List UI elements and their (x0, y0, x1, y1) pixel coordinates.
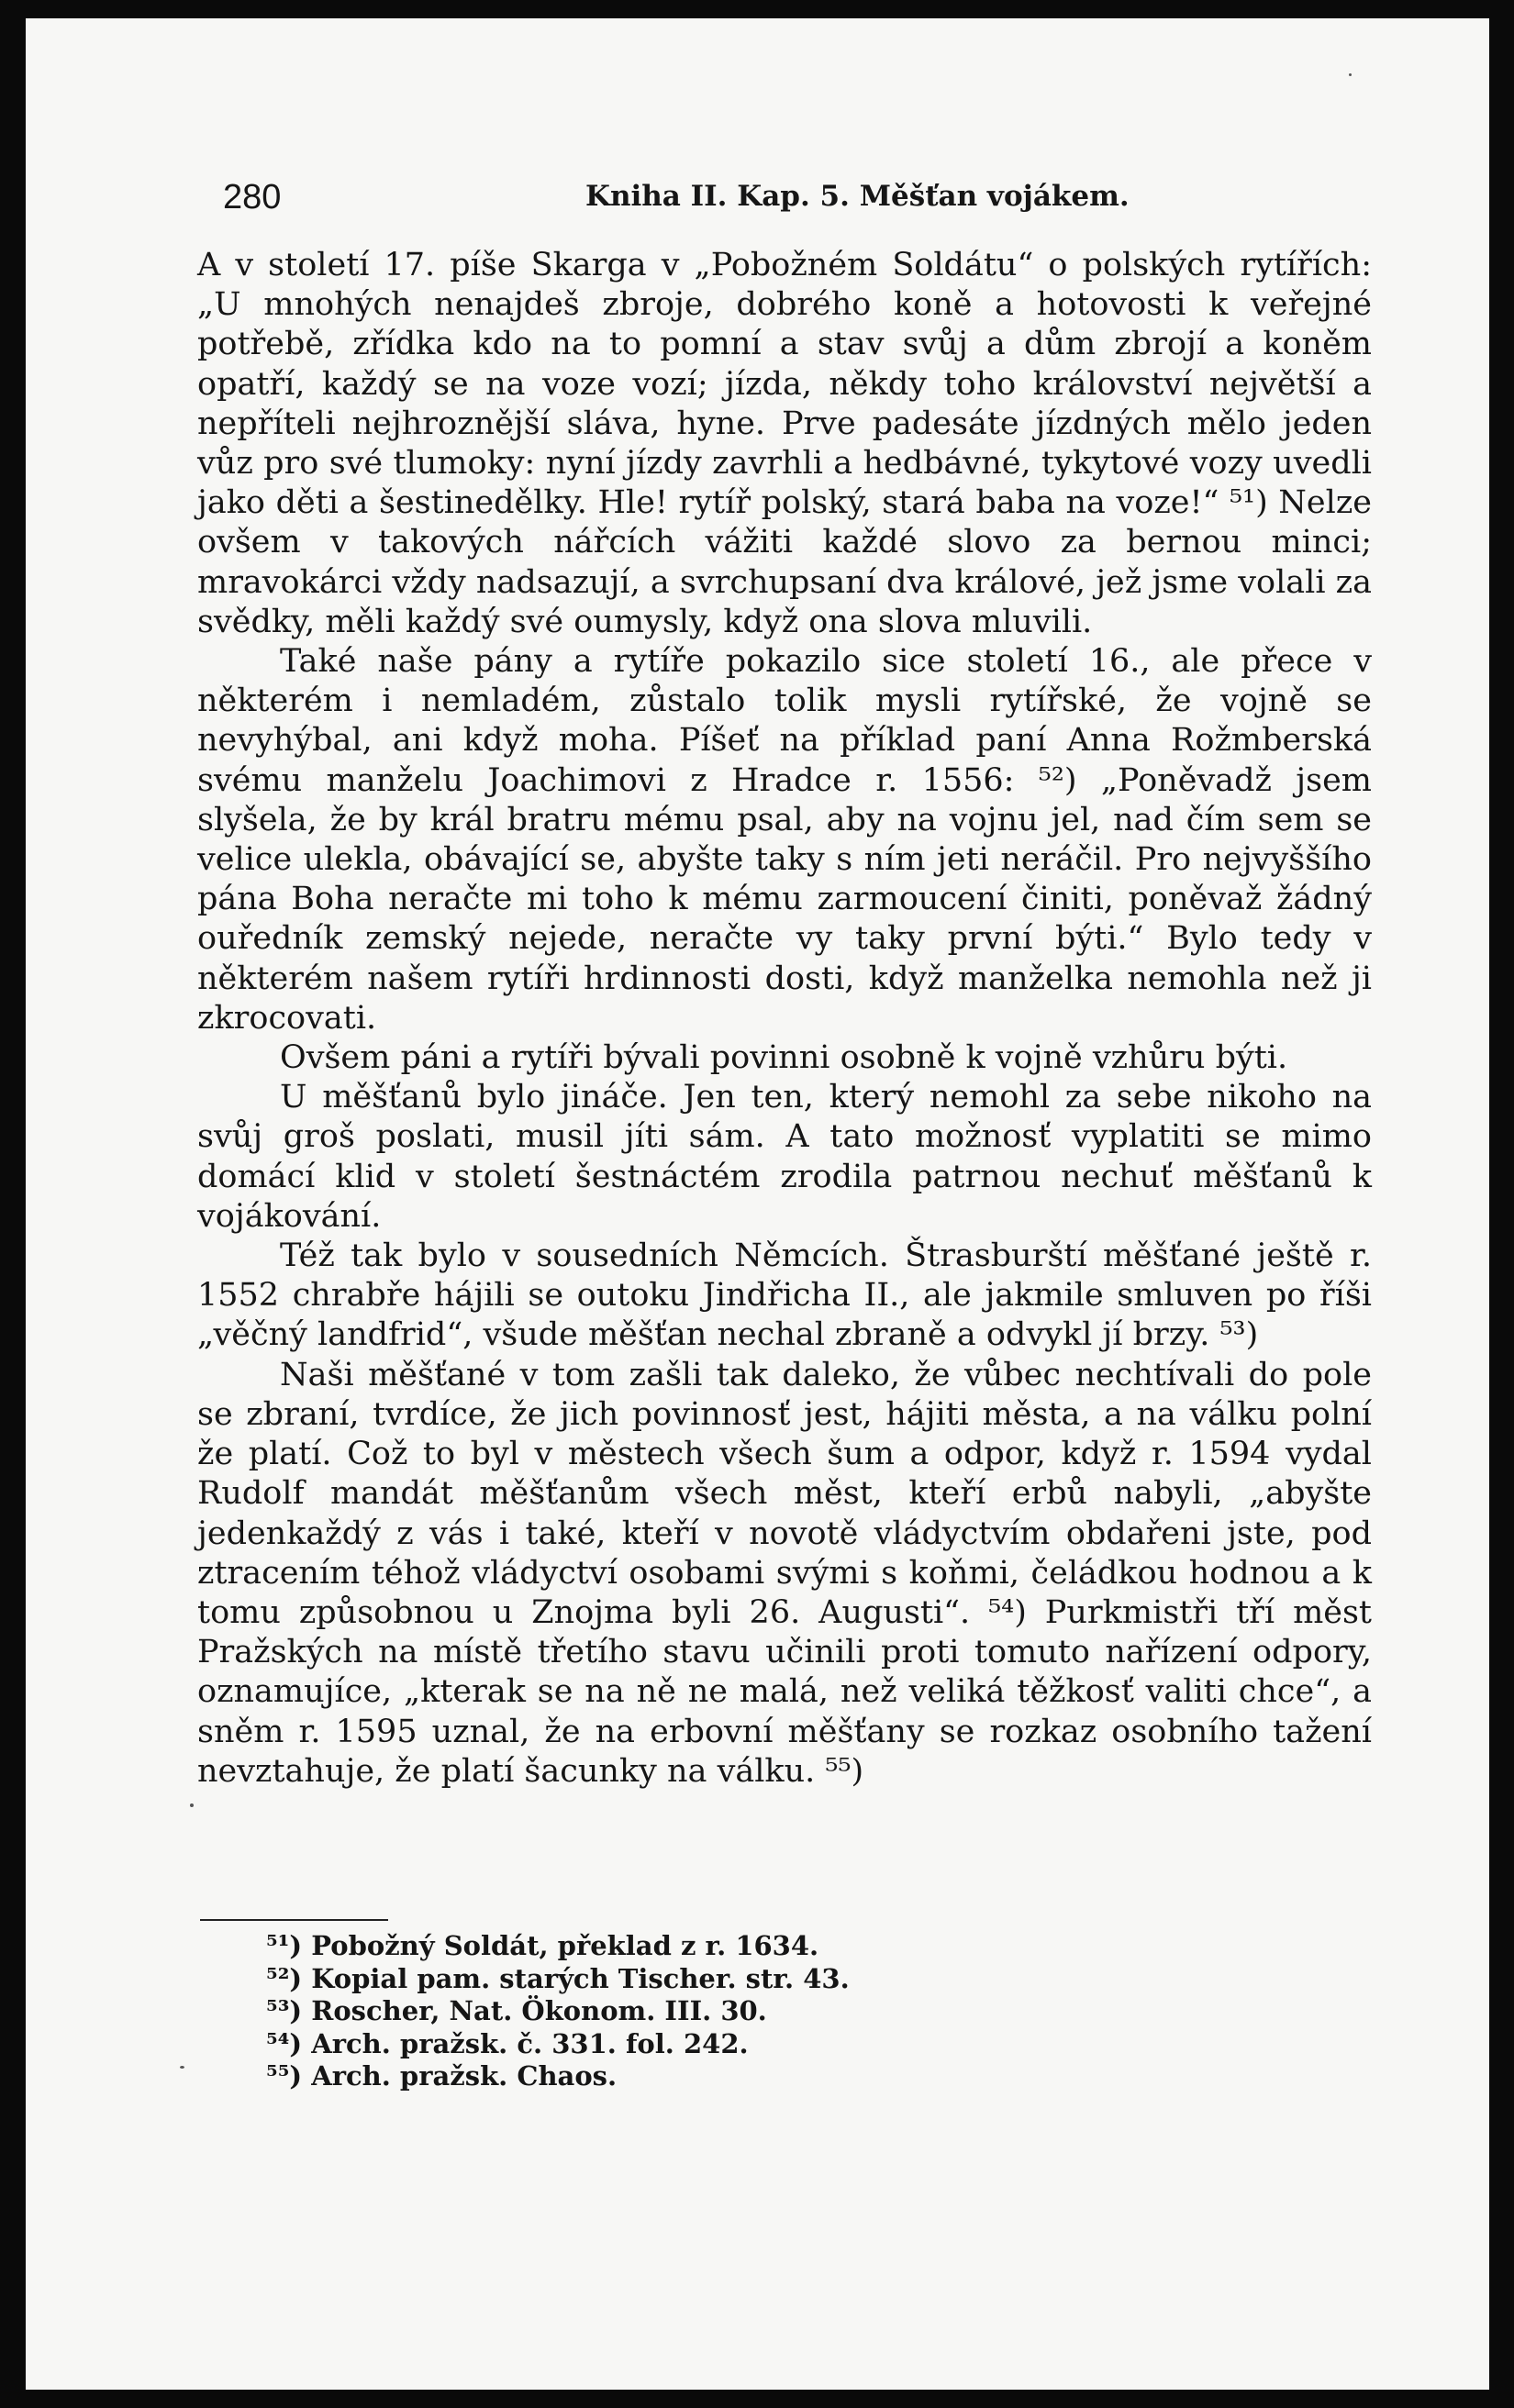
footnote: ⁵³) Roscher, Nat. Ökonom. III. 30. (266, 1995, 767, 2026)
page-number: 280 (223, 178, 282, 216)
running-title: Kniha II. Kap. 5. Měšťan vojákem. (585, 180, 1130, 213)
footnote: ⁵⁴) Arch. pražsk. č. 331. fol. 242. (266, 2027, 749, 2059)
paragraph: Též tak bylo v sousedních Němcích. Štrasburští měšťané ještě r. 1552 chrabře hájili se outoku Jindřicha II., ale jakmile smluven po říši „věčný landfrid“, všude měšťan nechal zbraně a odvykl jí brzy. ⁵³) (197, 1237, 1372, 1354)
paragraph: Také naše pány a rytíře pokazilo sice století 16., ale přece v některém i nemladém, zůstalo tolik mysli rytířské, že vojně se nevyhýbal, ani když moha. Píšeť na příklad paní Anna Rožmberská svému manželu Joachimovi z Hradce r. 1556: ⁵²) „Poněvadž jsem slyšela, že by král bratru mému psal, aby na vojnu jel, nad čím sem se velice ulekla, obávající se, abyšte taky s ním jeti neráčil. Pro nejvyššího pána Boha neračte mi toho k mému zarmoucení činiti, poněvaž žádný ouředník zemský nejede, neračte vy taky první býti.“ Bylo tedy v některém našem rytíři hrdinnosti dosti, když manželka nemohla než ji zkrocovati. (197, 643, 1372, 1037)
page-header (223, 172, 1397, 224)
paper-speck (180, 2066, 184, 2069)
paragraph: Ovšem páni a rytíři bývali povinni osobně k vojně vzhůru býti. (280, 1039, 1288, 1077)
paragraph: U měšťanů bylo jináče. Jen ten, který nemohl za sebe nikoho na svůj groš poslati, musil jíti sám. A tato možnosť vyplatiti se mimo domácí klid v století šestnáctém zrodila patrnou nechuť měšťanů k vojákování. (197, 1079, 1372, 1235)
paper-speck (1349, 73, 1352, 76)
footnote: ⁵¹) Pobožný Soldát, překlad z r. 1634. (266, 1930, 819, 1961)
paragraph: Naši měšťané v tom zašli tak daleko, že vůbec nechtívali do pole se zbraní, tvrdíce, že jich povinnosť jest, hájiti města, a na válku polní že platí. Což to byl v městech všech šum a odpor, když r. 1594 vydal Rudolf mandát měšťanům všech měst, kteří erbů nabyli, „abyšte jedenkaždý z vás i také, kteří v novotě vládyctvím obdařeni jste, pod ztracením téhož vládyctví osobami svými s koňmi, čeládkou hodnou a k tomu způsobnou u Znojma byli 26. Augusti“. ⁵⁴) Purkmistři tří měst Pražských na místě třetího stavu učinili proti tomuto nařízení odpory, oznamujíce, „kterak se na ně ne malá, než veliká těžkosť valiti chce“, a sněm r. 1595 uznal, že na erbovní měšťany se rozkaz osobního tažení nevztahuje, že platí šacunky na válku. ⁵⁵) (197, 1356, 1372, 1790)
body-text (197, 246, 1372, 1792)
paragraph: A v století 17. píše Skarga v „Pobožném Soldátu“ o polských rytířích: „U mnohých nenajdeš zbroje, dobrého koně a hotovosti k veřejné potřebě, zřídka kdo na to pomní a stav svůj a dům zbrojí a koněm opatří, každý se na voze vozí; jízda, někdy toho království největší a nepříteli nejhroznější sláva, hyne. Prve padesáte jízdných mělo jeden vůz pro své tlumoky: nyní jízdy zavrhli a hedbávné, tykytové vozy uvedli jako děti a šestinedělky. Hle! rytíř polský, stará baba na voze!“ ⁵¹) Nelze ovšem v takových nářcích vážiti každé slovo za bernou minci; mravokárci vždy nadsazují, a svrchupsaní dva králové, jež jsme volali za svědky, měli každý své oumysly, když ona slova mluvili. (197, 247, 1372, 640)
footnote: ⁵⁵) Arch. pražsk. Chaos. (266, 2060, 618, 2092)
footnote: ⁵²) Kopial pam. starých Tischer. str. 43. (266, 1962, 850, 1994)
footnote-divider (200, 1919, 388, 1921)
paper-speck (190, 1803, 194, 1807)
footnotes (266, 1930, 1092, 2093)
